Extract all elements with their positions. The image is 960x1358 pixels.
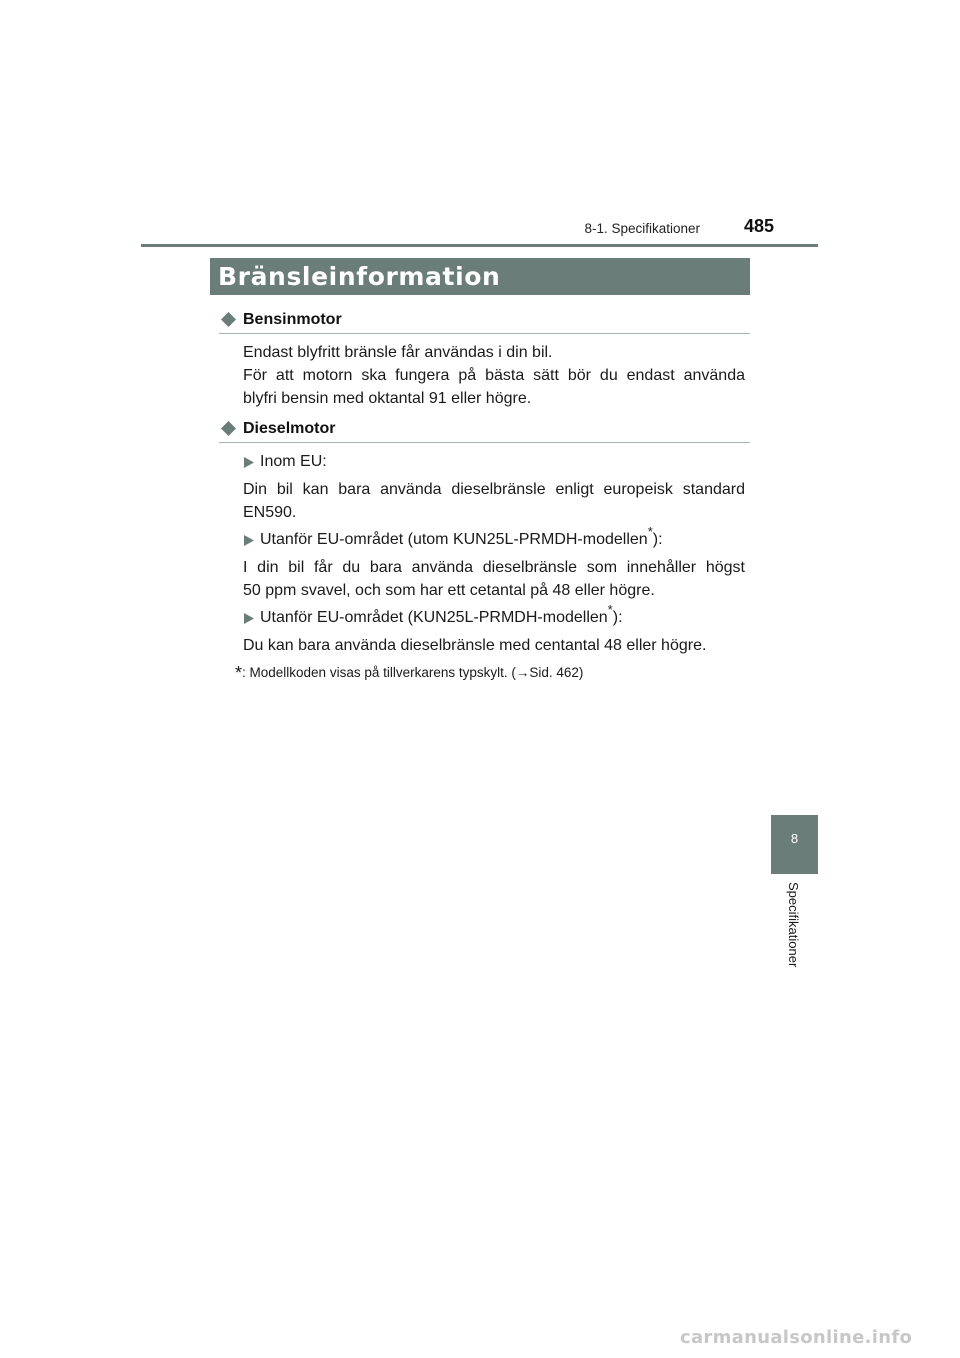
text-line: I din bil får du bara använda dieselbränsle som innehåller högst [243,559,745,576]
title-banner [210,258,750,295]
text-line: EN590. [243,504,297,521]
triangle-bullet-icon [244,613,254,624]
section-title: 8-1. Specifikationer [584,221,700,236]
chapter-number: 8 [790,831,799,846]
text-line: Endast blyfritt bränsle får användas i din bil. [243,344,553,361]
subsection-heading-diesel [219,418,750,443]
text-line: För att motorn ska fungera på bästa sätt bör du endast använda [243,367,745,384]
footnote-star: * [235,663,243,683]
text-line: Din bil kan bara använda dieselbränsle enligt europeisk standard [243,481,745,498]
page-title: Bränsleinformation [218,262,501,291]
triangle-bullet-icon [244,457,254,468]
watermark: carmanualsonline.info [680,1327,913,1348]
diamond-icon [221,312,236,327]
diesel-item-eu [243,451,745,473]
footnote-marker: * [647,523,653,539]
chapter-tab[interactable] [771,815,818,874]
diesel-item-outside-eu-excl-text [243,556,745,602]
text-line: Du kan bara använda dieselbränsle med centantal 48 eller högre. [243,637,707,654]
text-line: blyfri bensin med oktantal 91 eller högre. [243,390,532,407]
footnote-marker: * [607,601,613,617]
footnote: *: Modellkoden visas på tillverkarens typskylt. (→Sid. 462) [235,663,584,683]
chapter-side-label: Specifikationer [786,882,801,968]
header-divider [141,244,818,247]
diesel-item-eu-text [243,478,745,524]
item-label: Inom EU: [260,453,327,470]
subsection-label: Dieselmotor [243,420,336,437]
diesel-item-outside-eu-model [243,601,745,629]
triangle-bullet-icon [244,535,254,546]
page-number: 485 [743,216,774,236]
item-label: Utanför EU-området (utom KUN25L-PRMDH-modellen*): [260,523,663,548]
diesel-item-outside-eu-model-text [243,634,745,657]
subsection-heading-petrol [219,309,750,334]
diesel-item-outside-eu-excl [243,523,745,551]
subsection-label: Bensinmotor [243,311,342,328]
arrow-icon: → [515,665,530,680]
petrol-paragraph [243,341,745,410]
text-line: 50 ppm svavel, och som har ett cetantal på 48 eller högre. [243,582,655,599]
diamond-icon [221,421,236,436]
page-reference-link[interactable]: Sid. 462) [529,665,584,680]
item-label: Utanför EU-området (KUN25L-PRMDH-modellen*): [260,601,623,626]
